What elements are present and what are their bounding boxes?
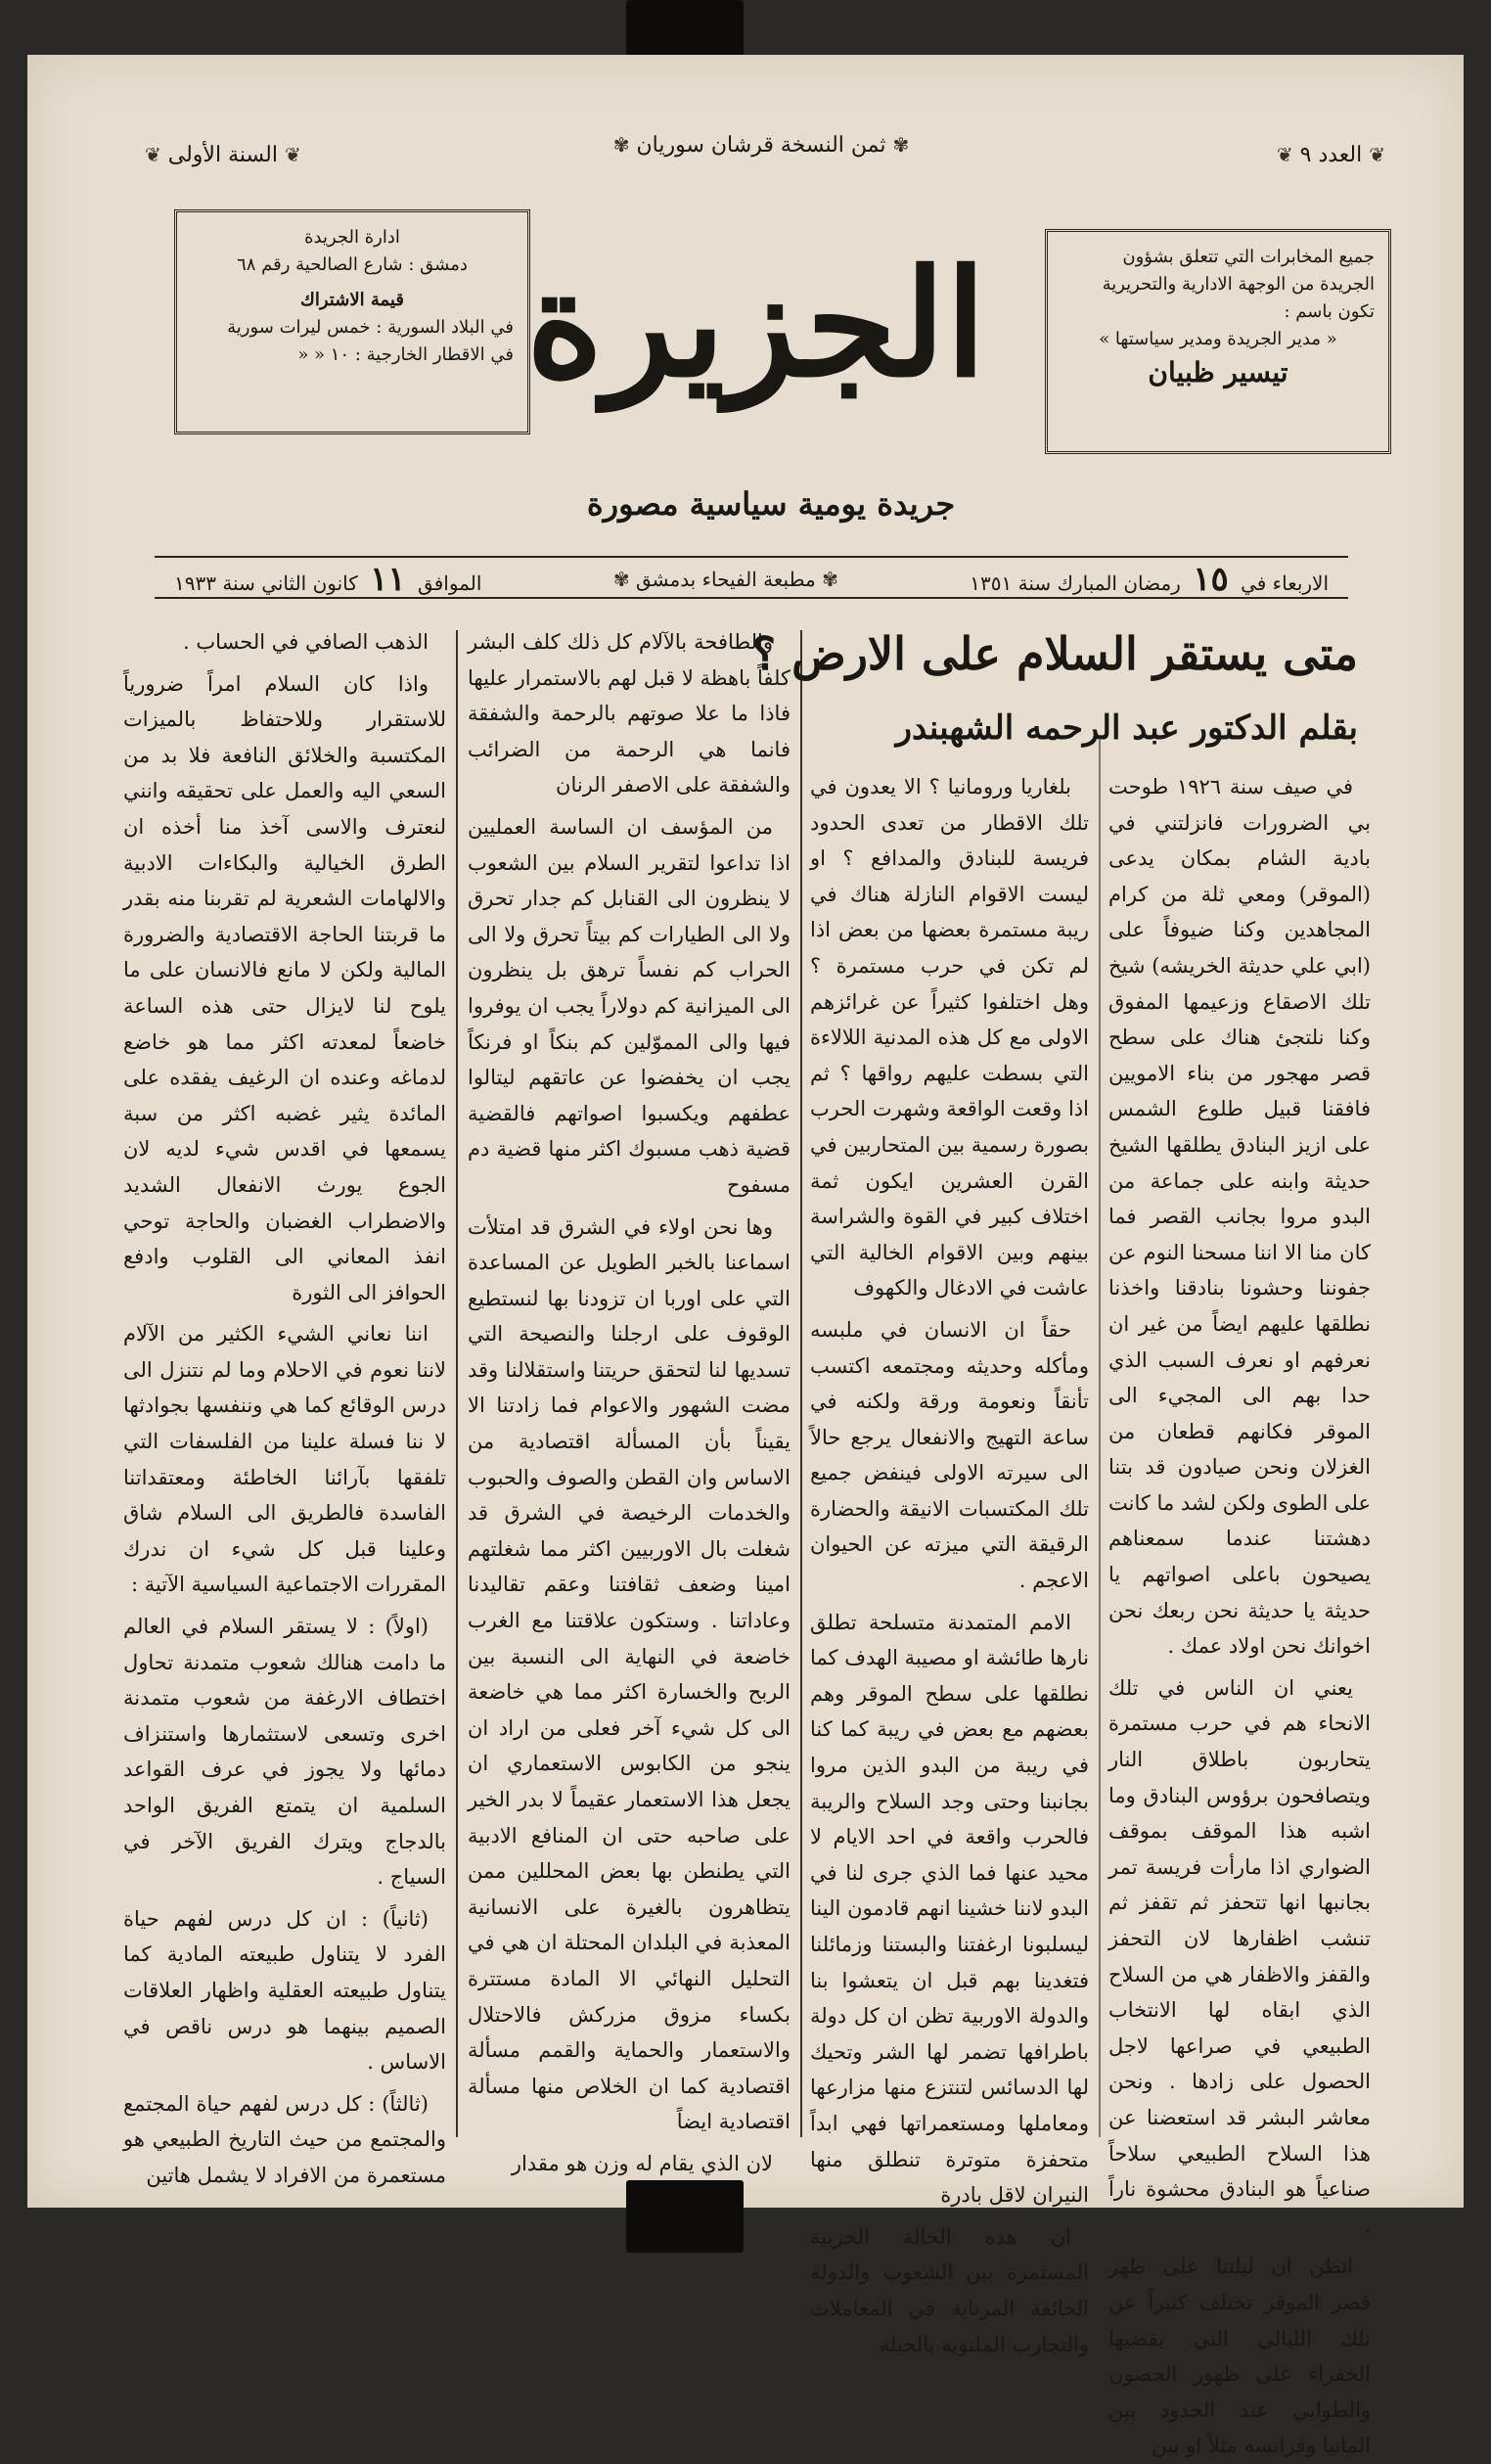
paragraph: في صيف سنة ١٩٢٦ طوحت بي الضرورات فانزلتني في بادية الشام بمكان يدعى (الموقر) ومعي ثلة من كرام المجاهدين وكنا ضيوفاً على (ابي علي حديثة الخريشه) شيخ تلك الاصقاع وزعيمها المفوق وكنا نلتجئ هناك على سطح قصر مهجور من بناء الامويين فافقنا قبيل طلوع الشمس على ازيز البنادق يطلقها الشيخ حديثة وابنه على جماعة من البدو مروا بجانب القصر فما كان منا الا اننا مسحنا النوم عن جفوننا وحشونا بنادقنا واخذنا نطلقها عليهم ايضاً من غير ان نعرفهم او نعرف السبب الذي حدا بهم الى المجيء الى الموقر فكانهم قطعان من الغزلان ونحن صيادون قد بتنا على الطوى ولكن لشد ما كانت دهشتنا عندما سمعناهم يصيحون باعلى اصواتهم يا حديثة يا حديثة نحن ربعك نحن اخوانك نحن اولاد عمك . <box>1108 775 1371 1659</box>
dateline-press <box>613 558 838 597</box>
ornament-icon: ❦ <box>1369 143 1385 166</box>
price-line <box>575 133 947 158</box>
article-column-2 <box>810 769 1089 2356</box>
hijri-day: ١٥ <box>1193 560 1229 599</box>
editor-name: تيسير ظبيان <box>1148 356 1288 388</box>
ornament-icon: ❦ <box>284 143 301 166</box>
ornament-icon: ✾ <box>822 568 838 591</box>
ornament-icon: ✾ <box>892 133 910 157</box>
correspondence-line3: تكون باسم : <box>1284 301 1375 322</box>
paragraph: من المؤسف ان الساسة العمليين اذا تداعوا لتقرير السلام بين الشعوب لا ينظرون الى القنابل كم جدار تحرق ولا الى الطيارات كم بيتاً تحرق ولا الى الحراب كم نفساً ترهق بل ينظرون الى الميزانية كم دولاراً يجب ان يوفروا فيها والى المموّلين كم بنكاً او فرنكاً يجب ان يخفضوا عن عاتقهم ليتالوا عطفهم ويكسبوا اصواتهم فالقضية قضية ذهب مسبوك اكثر منها قضية دم مسفوح <box>468 814 791 1197</box>
article-column-1 <box>1108 769 1371 2458</box>
dateline-gregorian <box>174 558 481 597</box>
paragraph: اننا نعاني الشيء الكثير من الآلام لاننا نعوم في الاحلام وما لم نتنزل الى درس الوقائع كما هي وننفسها بجوادثها لا ننا فسلة علينا من الفلسفات التي تلفقها بآرائنا الخاطئة ومعتقداتنا الفاسدة فالطريق الى السلام شاق وعلينا قبل كل شيء ان ندرك المقررات الاجتماعية السياسية الآتية : <box>123 1322 446 1597</box>
paragraph: الذهب الصافي في الحساب . <box>183 630 429 654</box>
ornament-icon: ✾ <box>612 133 630 157</box>
price-label: ثمن النسخة قرشان سوريان <box>636 133 886 158</box>
gregorian-suffix: كانون الثاني سنة ١٩٣٣ <box>174 571 358 595</box>
paragraph: حقاً ان الانسان في ملبسه ومأكله وحديثه ومجتمعه اكتسب تأنقاً ونعومة ورقة ولكنه في ساعة التهيج والانفعال يرجع حالاً الى سيرته الاولى فينفض جميع تلك المكتسبات الانيقة والحضارة الرقيقة التي ميزته عن الحيوان الاعجم . <box>810 1317 1089 1593</box>
hijri-prefix: الاربعاء في <box>1241 571 1329 595</box>
dateline-hijri <box>970 558 1329 597</box>
binder-clip-bottom <box>626 2180 744 2253</box>
paragraph: (اولاً) : لا يستقر السلام في العالم ما دامت هنالك شعوب متمدنة تحاول اختطاف الارغفة من شعوب متمدنة اخرى وتسعى لاستثمارها واستنزاف دمائها ولا يجوز في عرف القواعد السلمية ان يتمتع الفريق الواحد بالدجاج ويترك الفريق الآخر في السياج . <box>123 1615 446 1890</box>
column-rule <box>456 630 458 2137</box>
gregorian-day: ١١ <box>370 560 406 599</box>
year-line <box>145 143 301 167</box>
paragraph: لان الذي يقام له وزن هو مقدار <box>511 2151 773 2175</box>
subscription-title: قيمة الاشتراك <box>300 290 404 310</box>
subscription-abroad: في الاقطار الخارجية : ١٠ « « <box>297 344 514 365</box>
paragraph: واذا كان السلام امراً ضرورياً للاستقرار وللاحتفاظ بالميزات المكتسبة والخلائق النافعة فلا بد من السعي اليه والعمل على تحقيقه وانني لنعترف والاسى آخذ منا أخذه ان الطرق الخيالية والبكاءات الادبية والالهامات الشعرية لم تقربنا منه بقدر ما قربتنا الحاجة الاقتصادية والضرورة المالية ولكن لا مانع فالانسان على ما يلوح لنا لايزال حتى هذه الساعة خاضعاً لمعدته اكثر مما هو خاضع لدماغه وعنده ان الرغيف يفقده على المائدة يثير غضبه اكثر من سبة يسمعها في اقدس شيء لديه لان الجوع يورث الانفعال الشديد والاضطراب الغضبان والحاجة توحي انفذ المعاني الى القلوب وادفع الحوافز الى الثورة <box>123 671 446 1304</box>
column-rule <box>800 630 802 2137</box>
article-title: متى يستقر السلام على الارض ؟ <box>751 627 1358 680</box>
newspaper-title: الجزيرة <box>525 238 986 410</box>
article-byline: بقلم الدكتور عبد الرحمه الشهبندر <box>895 708 1358 748</box>
newspaper-page <box>27 55 1464 2458</box>
newspaper-subtitle: جريدة يومية سياسية مصورة <box>586 485 956 523</box>
paragraph: والطافحة بالآلام كل ذلك كلف البشر كلفاً باهظة لا قبل لهم بالاستمرار عليها فاذا ما علا صوتهم بالرحمة والشفقة فانما هي الرحمة من الضرائب والشفقة على الاصفر الرنان <box>468 630 791 798</box>
article-column-3 <box>468 624 791 2175</box>
article-column-4 <box>123 624 446 2187</box>
paragraph: اتظن ان ليلتنا على ظهر قصر الموقر تختلف كثيراً عن تلك الليالي التي يقضيها الخفراء على ظهور الحصون والطوابي عند الحدود بين المانيا وفرانسه مثلاً او بين <box>1108 2255 1371 2458</box>
administration-title: ادارة الجريدة <box>304 227 400 248</box>
ornament-icon: ❦ <box>145 143 161 166</box>
ornament-icon: ❦ <box>1276 143 1293 166</box>
administration-address: دمشق : شارع الصالحية رقم ٦٨ <box>237 254 468 275</box>
paragraph: بلغاريا ورومانيا ؟ الا يعدون في تلك الاقطار من تعدى الحدود فريسة للبنادق والمدافع ؟ او ليست الاقوام النازلة هناك في ريبة مستمرة بعضها من بعض اذا لم تكن في حرب مستمرة ؟ وهل اختلفوا كثيراً عن غرائزهم الاولى مع كل هذه المدنية اللالاءة التي بسطت عليهم رواقها ؟ ثم اذا وقعت الواقعة وشهرت الحرب بصورة رسمية بين المتحاربين في القرن العشرين ايكون ثمة اختلاف كبير في القوة والشراسة بينهم وبين الاقوام الخالية التي عاشت في الادغال والكهوف <box>810 775 1089 1300</box>
correspondence-line1: جميع المخابرات التي تتعلق بشؤون <box>1122 247 1375 267</box>
paragraph: ان هذه الحالة الحربية المستمرة بين الشعوب والدولة الخائفة المرتابة في المعاملات والتجارب الملتوية بالحيلة <box>810 2224 1089 2356</box>
subscription-local: في البلاد السورية : خمس ليرات سورية <box>227 317 514 338</box>
paragraph: يعني ان الناس في تلك الانحاء هم في حرب مستمرة يتحاربون باطلاق النار ويتصافحون برؤوس البنادق وما اشبه هذا الموقف بموقف الضواري اذا مارأت فريسة تمر بجانبها انها تتحفز ثم تقفز ثم تنشب اظفارها لان التحفز والقفز والاظفار هي من السلاح الذي ابقاه لها الانتخاب الطبيعي في صراعها لاجل الحصول على زادها . ونحن معاشر البشر قد استعضنا عن هذا السلاح الطبيعي سلاحاً صناعياً هو البنادق محشوة ناراً . <box>1108 1675 1371 2237</box>
correspondence-line4: « مدير الجريدة ومدير سياستها » <box>1099 329 1337 349</box>
correspondence-box <box>1045 229 1391 454</box>
ornament-icon: ✾ <box>612 568 630 591</box>
hijri-suffix: رمضان المبارك سنة ١٣٥١ <box>970 571 1181 595</box>
issue-label: العدد ٩ <box>1299 143 1363 167</box>
paragraph: (ثانياً) : ان كل درس لفهم حياة الفرد لا يتناول طبيعته المادية كما يتناول طبيعته العقلية واظهار العلاقات الصميم بينهما هو درس ناقص في الاساس . <box>123 1906 446 2075</box>
press-name: مطبعة الفيحاء بدمشق <box>635 568 816 591</box>
paragraph: (ثالثاً) : كل درس لفهم حياة المجتمع والمجتمع من حيث التاريخ الطبيعي هو مستعمرة من الافراد لا يشمل هاتين <box>123 2091 446 2187</box>
correspondence-line2: الجريدة من الوجهة الادارية والتحريرية <box>1102 274 1375 295</box>
paragraph: الامم المتمدنة متسلحة تطلق نارها طائشة او مصيبة الهدف كما نطلقها على سطح الموقر وهم بعضهم مع بعض في ريبة كما كنا في ريبة من البدو الذين مروا بجانبنا وحتى وجد السلاح والريبة فالحرب واقعة في احد الايام لا محيد عنها فما الذي جرى لنا في البدو لاننا خشينا انهم قادمون الينا ليسلبونا ارغفتنا والبستنا وزمائلنا فتغدينا بهم قبل ان يتعشوا بنا والدولة الاوربية تظن ان كل دولة باطرافها تضمر لها الشر وتحيك لها الدسائس لتنتزع منها مزارعها ومعاملها ومستعمراتها فهي ابداً متحفزة متوترة تنطلق منها النيران لاقل بادرة <box>810 1610 1089 2208</box>
year-label: السنة الأولى <box>167 143 278 167</box>
paragraph: وها نحن اولاء في الشرق قد امتلأت اسماعنا بالخبر الطويل عن المساعدة التي على اوربا ان تزودنا بها لنستطيع الوقوف على ارجلنا والنصيحة التي تسديها لنا لتحقق حريتنا واستقلالنا وقد مضت الشهور والاعوام فما زادتنا الا يقيناً بأن المسألة اقتصادية من الاساس وان القطن والصوف والحبوب والخدمات الرخيصة في الشرق قد شغلت بال الاوربيين اكثر مما شغلتهم امينا وضعف ثقافتنا وعقم تقاليدنا وعاداتنا . وستكون علاقتنا مع الغرب خاضعة في النهاية الى النسبة بين الربح والخسارة اكثر مما هي خاضعة الى كل شيء آخر فعلى من اراد ان ينجو من الكابوس الاستعماري ان يجعل هذا الاستعمار عقيماً لا بدر الخير على صاحبه حتى ان المنافع الادبية التي يطنطن بها بعض المحللين ممن يتظاهرون بالغيرة على الانسانية المعذبة في البلدان المحتلة ان هي في التحليل النهائي الا المادة مستترة بكساء مزوق مزركش فالاحتلال والاستعمار والحماية والقمم مسألة اقتصادية كما ان الخلاص منها مسألة اقتصادية ايضاً <box>468 1214 791 2134</box>
gregorian-prefix: الموافق <box>418 571 482 595</box>
administration-box <box>174 209 530 434</box>
issue-number <box>1277 143 1385 167</box>
column-rule <box>1099 740 1101 2137</box>
dateline <box>155 556 1348 599</box>
